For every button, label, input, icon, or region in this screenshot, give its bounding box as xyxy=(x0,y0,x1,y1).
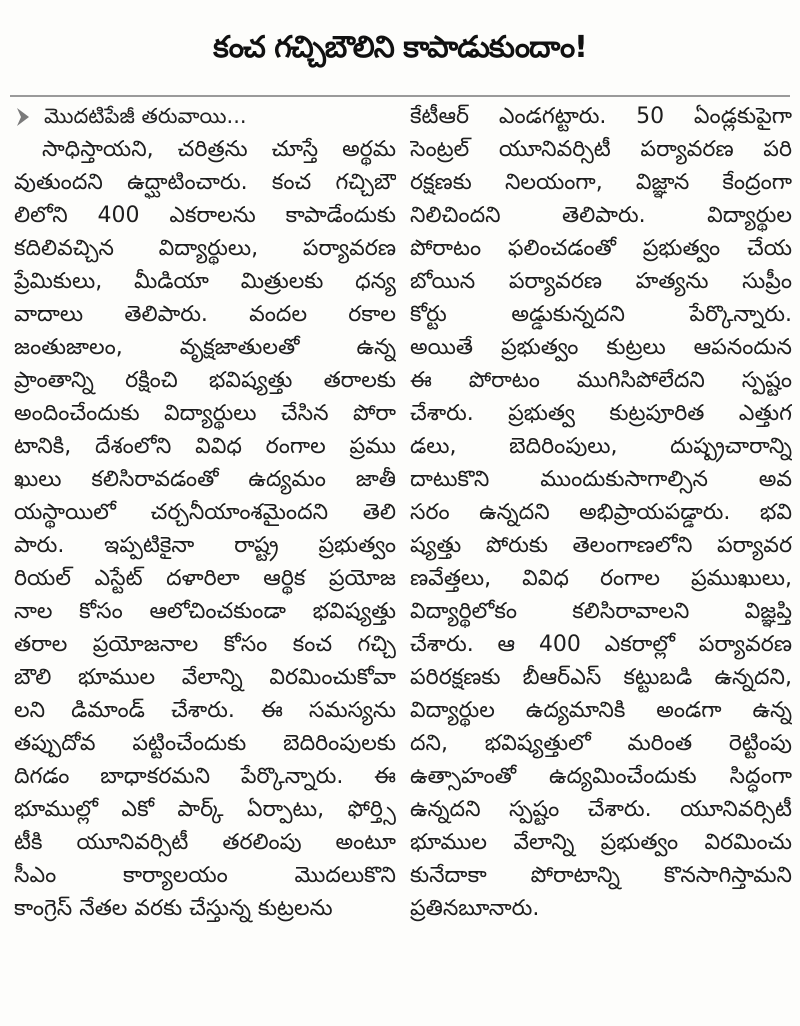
article-line: అందించేందుకు విద్యార్థులు చేసిన పోరా xyxy=(14,401,396,426)
article-line: కాంగ్రెస్ నేతల వరకు చేస్తున్న కుట్రలను xyxy=(14,896,333,921)
article-line: కేటీఆర్ ఎండగట్టారు. 50 ఏండ్లకుపైగా xyxy=(410,104,792,129)
article-line: భూముల వేలాన్ని ప్రభుత్వం విరమించు xyxy=(410,830,792,855)
article-line: పోరాటం ఫలించడంతో ప్రభుత్వం చేయ xyxy=(410,236,792,261)
article-line: నిలిచిందని తెలిపారు. విద్యార్థుల xyxy=(410,203,792,228)
article-line: వాదాలు తెలిపారు. వందల రకాల xyxy=(14,302,396,327)
article-line: రియల్ ఎస్టేట్ దళారిలా ఆర్థిక ప్రయోజ xyxy=(14,566,396,591)
article-line: విద్యార్థిలోకం కలిసిరావాలని విజ్ఞప్తి xyxy=(410,599,792,624)
article-line: లని డిమాండ్ చేశారు. ఈ సమస్యను xyxy=(14,698,396,723)
article-line: ప్రేమికులు, మీడియా మిత్రులకు ధన్య xyxy=(14,269,396,294)
article-line: టానికి, దేశంలోని వివిధ రంగాల ప్రము xyxy=(14,434,396,459)
continued-from-front-page xyxy=(14,100,396,133)
chevron-right-icon xyxy=(14,107,32,127)
article-line: ష్యత్తు పోరుకు తెలంగాణలోని పర్యావర xyxy=(410,533,792,558)
article-line: దని, భవిష్యత్తులో మరింత రెట్టింపు xyxy=(410,731,792,756)
article-line: చేశారు. ప్రభుత్వ కుట్రపూరిత ఎత్తుగ xyxy=(410,401,792,426)
article-line: ప్రతినబూనారు. xyxy=(410,896,540,921)
article-line: డలు, బెదిరింపులు, దుష్ప్రచారాన్ని xyxy=(410,434,792,459)
article-line: దాటుకొని ముందుకుసాగాల్సిన అవ xyxy=(410,467,792,492)
article-line: ఉత్సాహంతో ఉద్యమించేందుకు సిద్ధంగా xyxy=(410,764,792,789)
article-line: ఖులు కలిసిరావడంతో ఉద్యమం జాతీ xyxy=(14,467,396,492)
headline-divider xyxy=(10,95,790,97)
article-line: టీకి యూనివర్సిటీ తరలింపు అంటూ xyxy=(14,830,396,855)
article-line: సీఎం కార్యాలయం మొదలుకొని xyxy=(14,863,396,888)
article-line: భూముల్లో ఎకో పార్క్ ఏర్పాటు, ఫోర్త్సి xyxy=(14,797,396,822)
article-line: రక్షణకు నిలయంగా, విజ్ఞాన కేంద్రంగా xyxy=(410,170,792,195)
right-column-text xyxy=(410,100,792,925)
left-column-text xyxy=(14,133,396,925)
article-line: ప్రాంతాన్ని రక్షించి భవిష్యత్తు తరాలకు xyxy=(14,368,396,393)
article-line: కోర్టు అడ్డుకున్నదని పేర్కొన్నారు. xyxy=(410,302,792,327)
article-line: నాల కోసం ఆలోచించకుండా భవిష్యత్తు xyxy=(14,599,396,624)
article-line: సరం ఉన్నదని అభిప్రాయపడ్డారు. భవి xyxy=(410,500,792,525)
article-line: పారు. ఇప్పటికైనా రాష్ట్ర ప్రభుత్వం xyxy=(14,533,396,558)
article-line: కదిలివచ్చిన విద్యార్థులు, పర్యావరణ xyxy=(14,236,396,261)
article-line: తప్పుదోవ పట్టించేందుకు బెదిరింపులకు xyxy=(14,731,396,756)
article-line: ణవేత్తలు, వివిధ రంగాల ప్రముఖులు, xyxy=(410,566,792,591)
article-line: ఈ పోరాటం ముగిసిపోలేదని స్పష్టం xyxy=(410,368,792,393)
article-line: తరాల ప్రయోజనాల కోసం కంచ గచ్చి xyxy=(14,632,396,657)
article-column-left xyxy=(14,100,396,925)
continued-label: మొదటిపేజీ తరువాయి... xyxy=(44,104,247,128)
article-line: విద్యార్థుల ఉద్యమానికి అండగా ఉన్న xyxy=(410,698,792,723)
article-line: సాధిస్తాయని, చరిత్రను చూస్తే అర్థమ xyxy=(42,137,396,162)
article-line: లిలోని 400 ఎకరాలను కాపాడేందుకు xyxy=(14,203,396,228)
article-column-right xyxy=(410,100,792,925)
article-line: చేశారు. ఆ 400 ఎకరాల్లో పర్యావరణ xyxy=(410,632,792,657)
article-line: బౌలి భూముల వేలాన్ని విరమించుకోవా xyxy=(14,665,396,690)
article-line: కునేదాకా పోరాటాన్ని కొనసాగిస్తామని xyxy=(410,863,792,888)
article-line: అయితే ప్రభుత్వం కుట్రలు ఆపనందున xyxy=(410,335,792,360)
article-line: ఉన్నదని స్పష్టం చేశారు. యూనివర్సిటీ xyxy=(410,797,792,822)
article-line: దిగడం బాధాకరమని పేర్కొన్నారు. ఈ xyxy=(14,764,396,789)
article-line: పరిరక్షణకు బీఆర్ఎస్ కట్టుబడి ఉన్నదని, xyxy=(410,665,792,690)
article-line: వుతుందని ఉద్ఘాటించారు. కంచ గచ్చిబౌ xyxy=(14,170,396,195)
article-line: సెంట్రల్ యూనివర్సిటీ పర్యావరణ పరి xyxy=(410,137,792,162)
article-line: యస్థాయిలో చర్చనీయాంశమైందని తెలి xyxy=(14,500,396,525)
article-line: బోయిన పర్యావరణ హత్యను సుప్రీం xyxy=(410,269,792,294)
article-line: జంతుజాలం, వృక్షజాతులతో ఉన్న xyxy=(14,335,396,360)
headline: కంచ గచ్చిబౌలిని కాపాడుకుందాం! xyxy=(213,30,587,65)
